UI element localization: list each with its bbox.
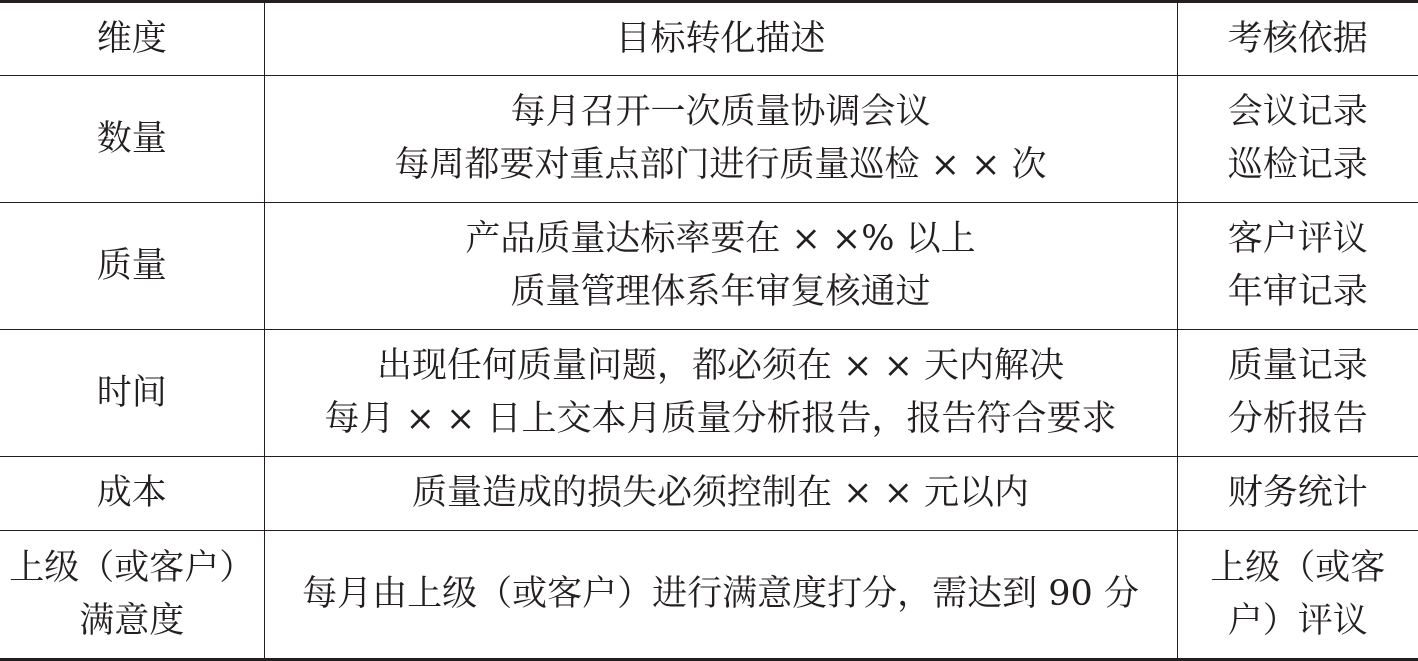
dimension-cell <box>0 203 264 330</box>
basis-line: 客户评议 <box>1227 219 1368 259</box>
description-line: 质量管理体系年审复核通过 <box>510 272 931 312</box>
header-description: 目标转化描述 <box>264 2 1177 76</box>
description-cell <box>264 203 1177 330</box>
dimension-cell <box>0 76 264 203</box>
basis-cell <box>1177 330 1418 457</box>
description-line: 每月 × × 日上交本月质量分析报告，报告符合要求 <box>324 399 1117 439</box>
dimension-text: 数量 <box>96 118 167 159</box>
dimension-cell <box>0 531 264 660</box>
dimension-text: 质量 <box>96 245 167 286</box>
dimension-text: 成本 <box>96 473 167 513</box>
basis-cell <box>1177 531 1418 660</box>
dimension-cell <box>0 330 264 457</box>
description-line: 质量造成的损失必须控制在 × × 元以内 <box>411 473 1030 513</box>
table-row-quality <box>0 203 1418 330</box>
dimension-text: 时间 <box>96 372 167 413</box>
description-cell <box>264 531 1177 660</box>
basis-line: 财务统计 <box>1227 473 1368 513</box>
table-row-satisfaction <box>0 531 1418 660</box>
dimension-text: 上级（或客户） <box>9 547 255 588</box>
description-line: 每月由上级（或客户）进行满意度打分，需达到 90 分 <box>302 574 1139 614</box>
table-row-cost <box>0 457 1418 531</box>
basis-line: 巡检记录 <box>1227 145 1368 185</box>
header-basis: 考核依据 <box>1177 2 1418 76</box>
table-header-row <box>0 2 1418 76</box>
basis-line: 户）评议 <box>1227 600 1368 641</box>
description-line: 每月召开一次质量协调会议 <box>510 92 931 132</box>
table-row-quantity <box>0 76 1418 203</box>
header-dimension: 维度 <box>0 2 264 76</box>
basis-cell <box>1177 203 1418 330</box>
description-line: 每周都要对重点部门进行质量巡检 × × 次 <box>394 145 1047 185</box>
description-cell <box>264 330 1177 457</box>
basis-line: 上级（或客 <box>1210 547 1386 588</box>
basis-cell <box>1177 457 1418 531</box>
table-row-time <box>0 330 1418 457</box>
dimension-text: 满意度 <box>79 600 185 641</box>
dimension-cell <box>0 457 264 531</box>
basis-cell <box>1177 76 1418 203</box>
basis-line: 会议记录 <box>1227 92 1368 132</box>
basis-line: 分析报告 <box>1227 399 1368 439</box>
description-line: 产品质量达标率要在 × ×% 以上 <box>465 219 976 259</box>
description-cell <box>264 76 1177 203</box>
basis-line: 年审记录 <box>1227 272 1368 312</box>
description-cell <box>264 457 1177 531</box>
basis-line: 质量记录 <box>1227 346 1368 386</box>
description-line: 出现任何质量问题，都必须在 × × 天内解决 <box>376 346 1065 386</box>
